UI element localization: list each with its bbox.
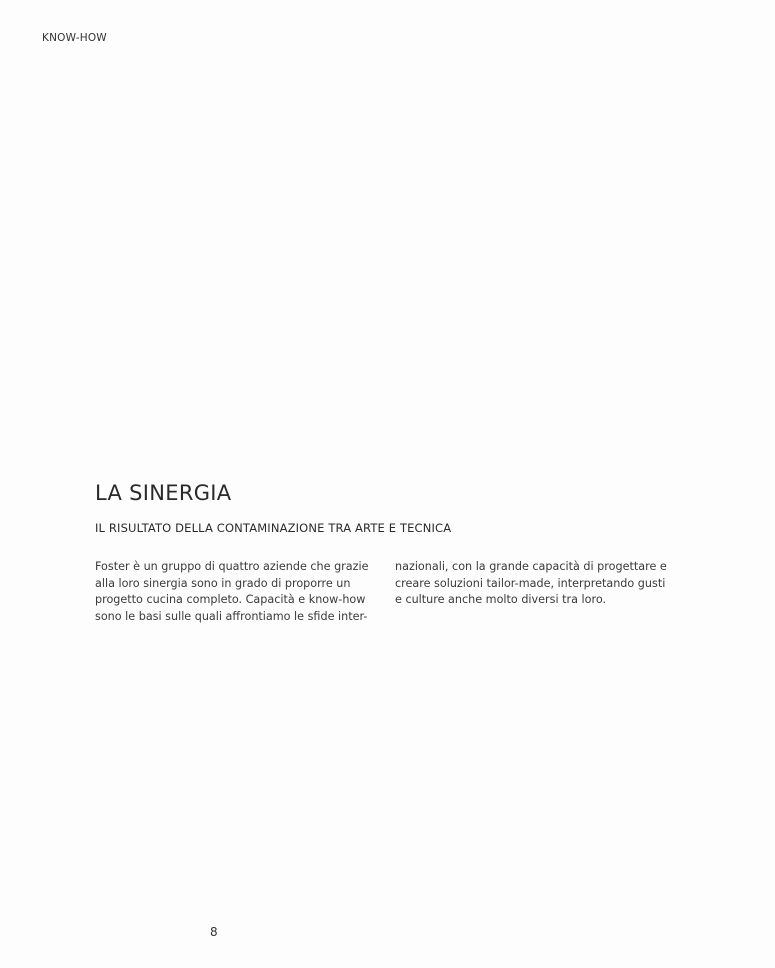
body-line: e culture anche molto diversi tra loro. <box>395 593 607 607</box>
body-line: nazionali, con la grande capacità di progettare e <box>395 560 667 573</box>
article-title: LA SINERGIA <box>95 481 232 505</box>
body-column-left <box>95 559 387 625</box>
section-label: KNOW-HOW <box>42 32 107 44</box>
body-line: sono le basi sulle quali affrontiamo le sfide inter- <box>95 609 368 623</box>
article-subtitle: IL RISULTATO DELLA CONTAMINAZIONE TRA ARTE E TECNICA <box>95 521 452 535</box>
page-number: 8 <box>210 925 218 939</box>
body-line: alla loro sinergia sono in grado di proporre un <box>95 576 351 590</box>
body-line: creare soluzioni tailor-made, interpretando gusti <box>395 576 666 590</box>
body-column-right <box>395 559 690 609</box>
body-line: Foster è un gruppo di quattro aziende che grazie <box>95 560 369 573</box>
body-line: progetto cucina completo. Capacità e know-how <box>95 593 366 607</box>
